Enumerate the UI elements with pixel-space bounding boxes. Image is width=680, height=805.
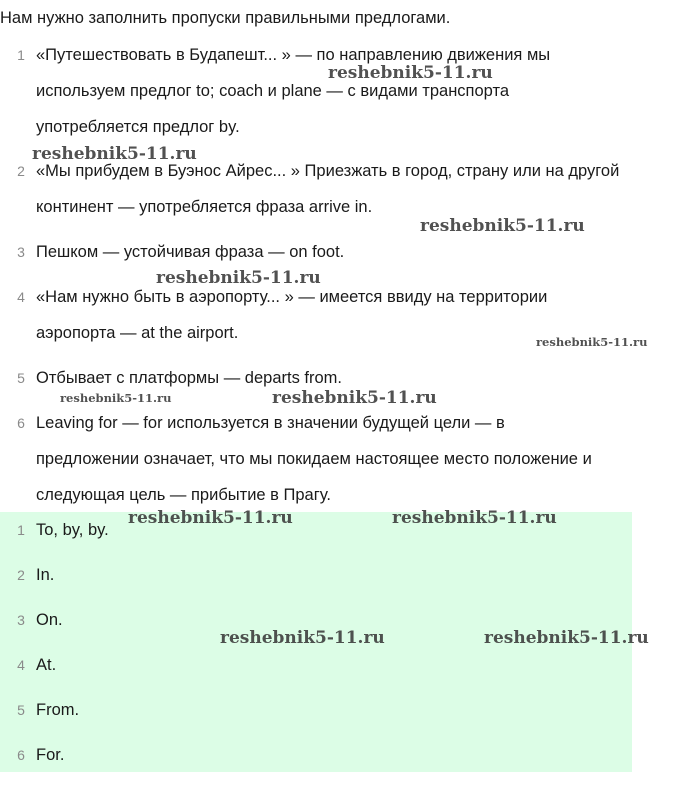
watermark: reshebnik5-11.ru [156,268,321,288]
item-number: 3 [17,244,25,260]
item-number: 6 [17,747,25,763]
watermark: reshebnik5-11.ru [220,628,385,648]
answer-item-4 [0,647,632,683]
item-number: 5 [17,370,25,386]
text-line: Leaving for — for используется в значении будущей цели — в [36,414,505,432]
answer-text: On. [36,611,63,629]
item-number: 4 [17,657,25,673]
answer-item-2 [0,557,632,593]
text-line: используем предлог to; coach и plane — с видами транспорта [36,82,510,100]
text-line: аэропорта — at the airport. [36,324,239,342]
explanation-text [36,405,680,513]
explanation-text [36,37,680,145]
answer-item-6 [0,737,632,773]
answer-text: To, by, by. [36,521,109,539]
watermark: reshebnik5-11.ru [420,216,585,236]
text-line: следующая цель — прибытие в Прагу. [36,486,331,504]
answer-item-1 [0,512,632,548]
text-line: употребляется предлог by. [36,118,240,136]
explanation-text [36,153,680,225]
watermark: reshebnik5-11.ru [60,391,172,405]
explanation-text [36,360,680,396]
item-number: 4 [17,289,25,305]
text-line: предложении означает, что мы покидаем настоящее место положение и [36,450,592,468]
item-number: 6 [17,415,25,431]
watermark: reshebnik5-11.ru [392,508,557,528]
text-line: континент — употребляется фраза arrive in. [36,198,373,216]
item-number: 1 [17,522,25,538]
watermark: reshebnik5-11.ru [484,628,649,648]
answer-item-5 [0,692,632,728]
answer-text: At. [36,656,57,674]
text-line: Отбывает с платформы — departs from. [36,369,342,387]
watermark: reshebnik5-11.ru [272,388,437,408]
intro-text: Нам нужно заполнить пропуски правильными предлогами. [0,9,451,27]
answers-block [0,512,632,772]
watermark: reshebnik5-11.ru [32,144,197,164]
watermark: reshebnik5-11.ru [328,63,493,83]
text-line: «Путешествовать в Будапешт... » — по направлению движения мы [36,46,551,64]
answer-text: From. [36,701,80,719]
text-line: Пешком — устойчивая фраза — on foot. [36,243,345,261]
item-number: 5 [17,702,25,718]
item-number: 2 [17,163,25,179]
item-number: 1 [17,47,25,63]
answer-text: For. [36,746,65,764]
text-line: «Мы прибудем в Буэнос Айрес... » Приезжать в город, страну или на другой [36,162,620,180]
item-number: 3 [17,612,25,628]
watermark: reshebnik5-11.ru [128,508,293,528]
item-number: 2 [17,567,25,583]
answer-text: In. [36,566,55,584]
watermark: reshebnik5-11.ru [536,335,648,349]
answer-item-3 [0,602,632,638]
explanation-text [36,234,680,270]
text-line: «Нам нужно быть в аэропорту... » — имеется ввиду на территории [36,288,548,306]
explanation-text [36,279,680,351]
